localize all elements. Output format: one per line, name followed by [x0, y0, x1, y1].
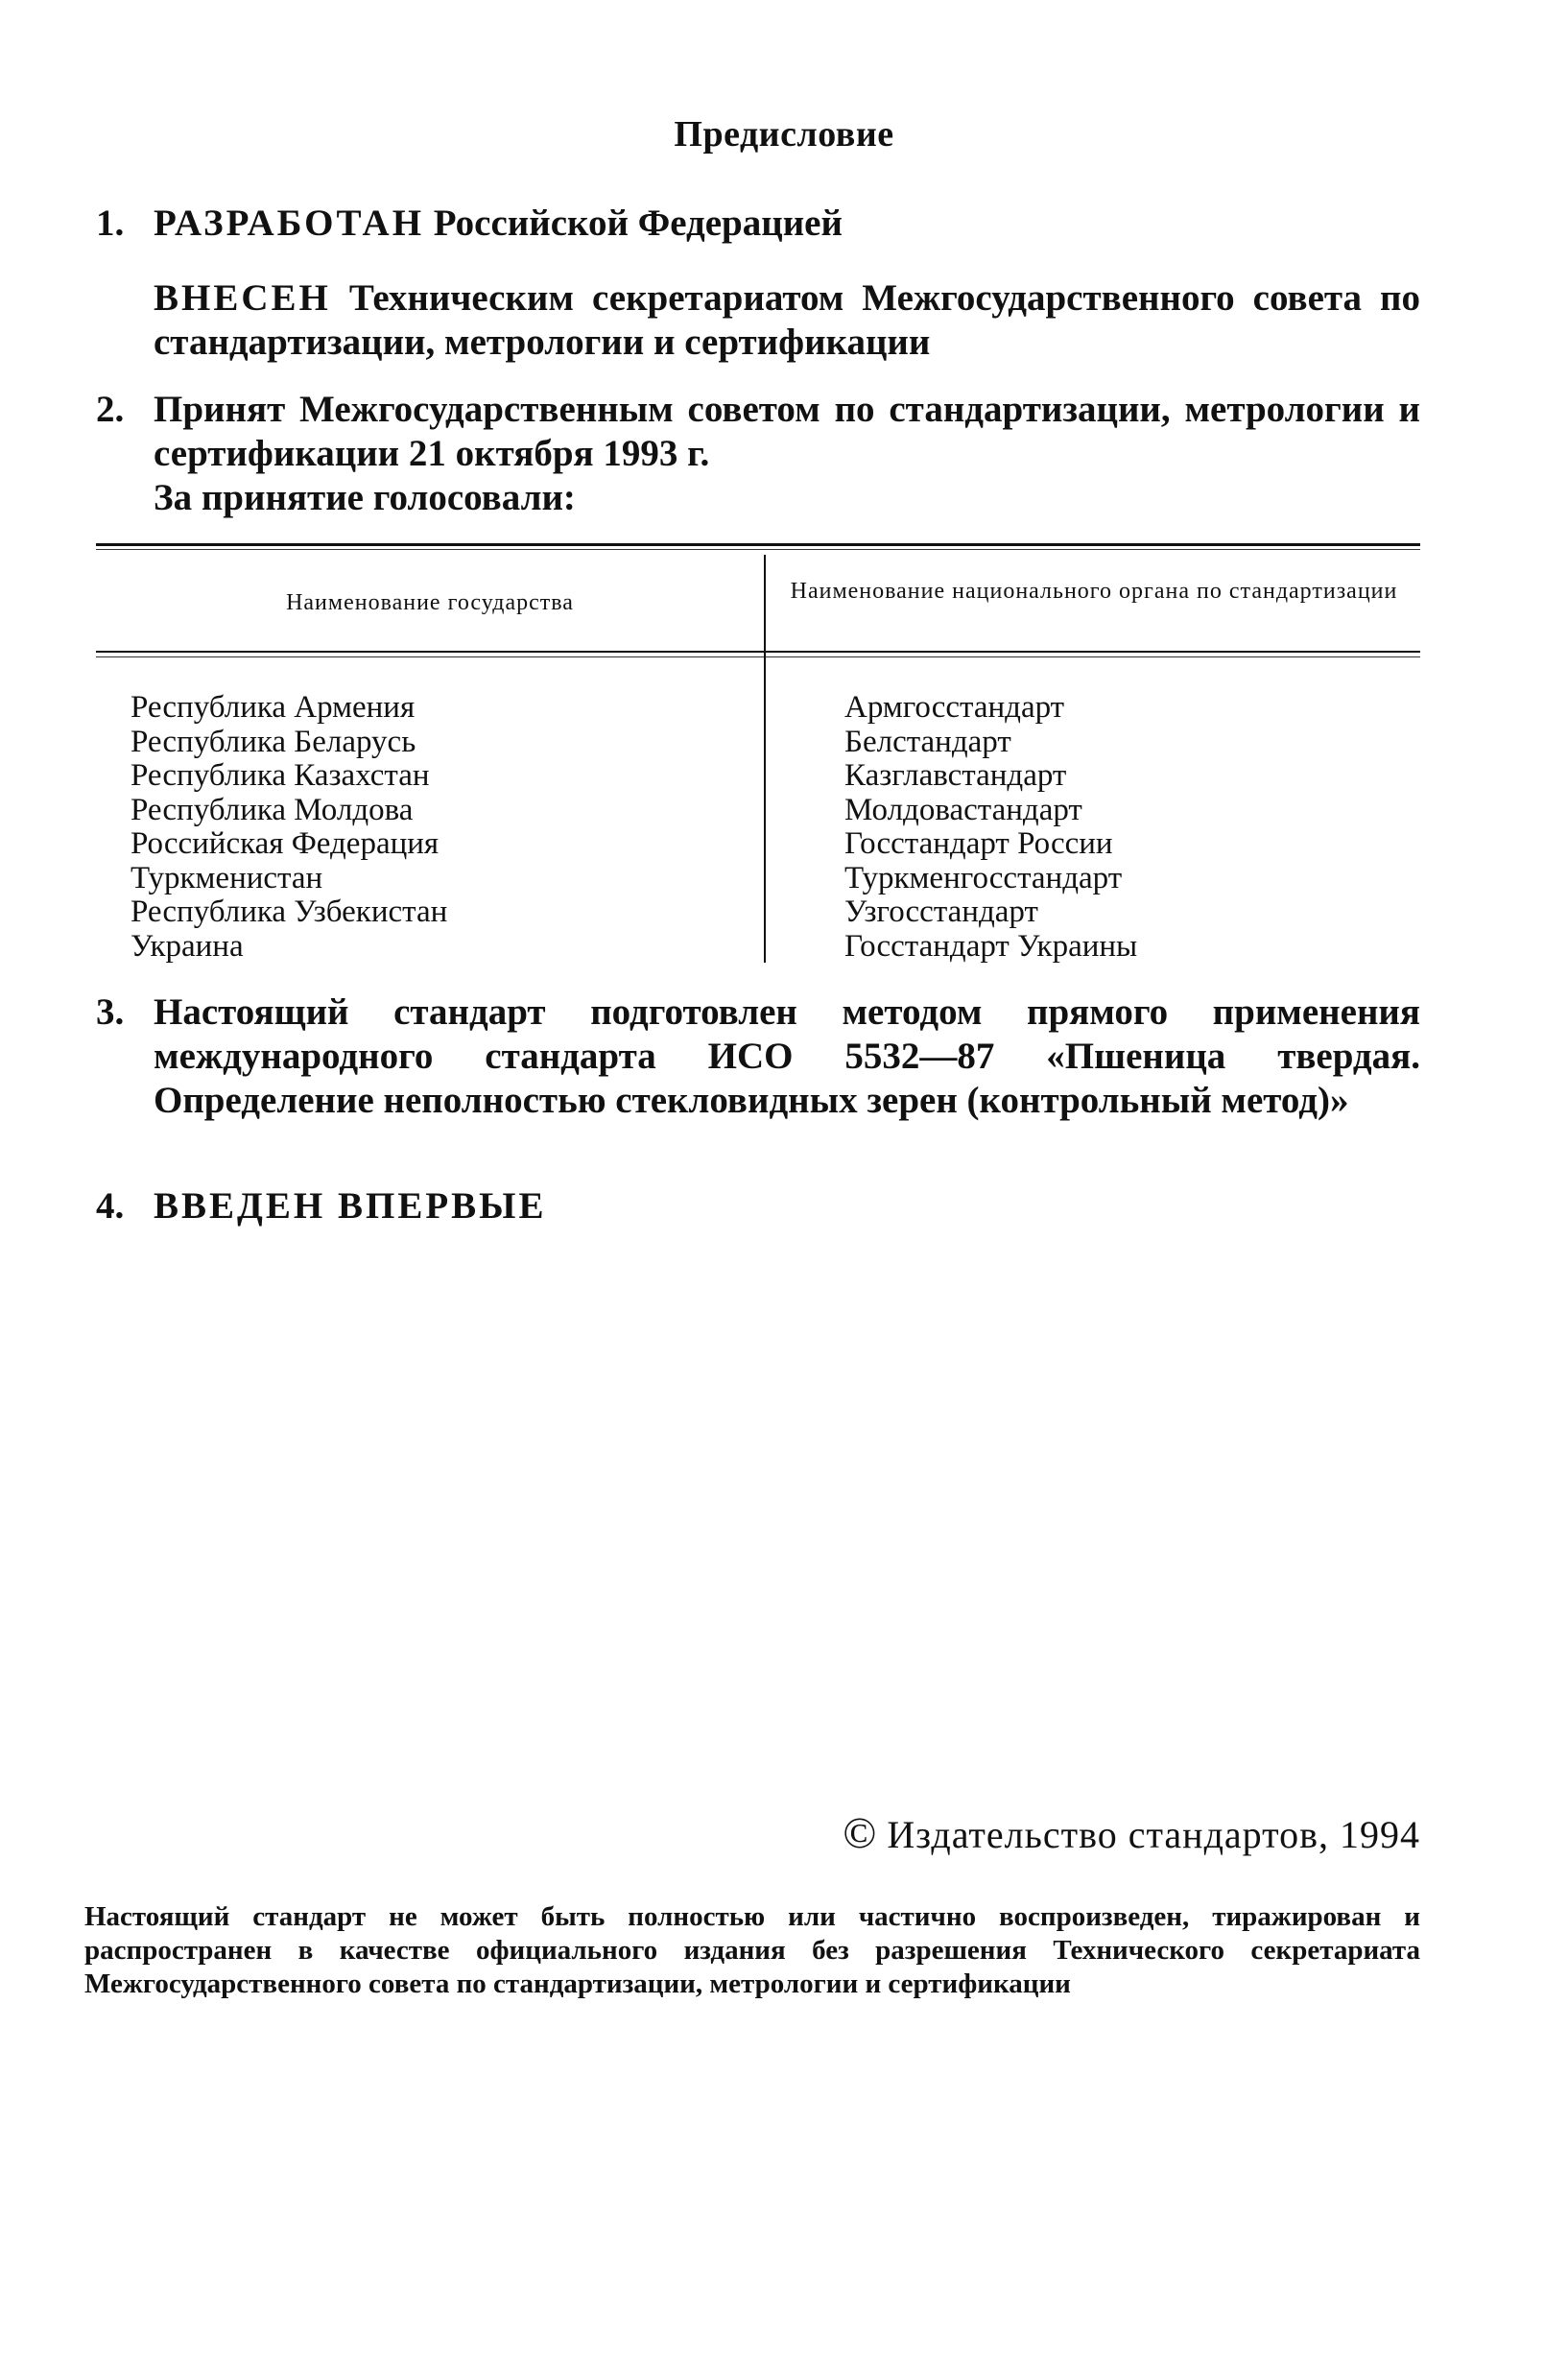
section-2 — [96, 388, 1420, 520]
section-3-text: Настоящий стандарт подготовлен методом прямого применения международного стандарта ИСО 5532—87 «Пшеница твердая. Определение неполностью стекловидных зерен (контрольный метод)» — [154, 991, 1420, 1121]
section-4 — [96, 1184, 1420, 1229]
section-4-number: 4. — [96, 1185, 125, 1227]
table-cell-state: Туркменистан — [131, 860, 323, 895]
section-3-number: 3. — [96, 991, 125, 1033]
body-list — [844, 691, 1137, 964]
section-3 — [96, 990, 1420, 1123]
reproduction-notice — [84, 1900, 1420, 2001]
table-cell-state: Республика Беларусь — [131, 724, 416, 759]
page-title: Предисловие — [674, 114, 894, 155]
table-cell-body: Госстандарт России — [844, 826, 1113, 861]
table-top-rule-thin — [96, 549, 1420, 550]
section-2-text: Принят Межгосударственным советом по стандартизации, метрологии и сертификации 21 октября 1993 г. — [154, 389, 1420, 474]
table-cell-body: Армгосстандарт — [844, 690, 1065, 725]
table-column-divider — [764, 555, 766, 963]
section-1-submitted-text: Техническим секретариатом Межгосударственного совета по стандартизации, метрологии и сертификации — [154, 277, 1420, 363]
table-cell-body: Госстандарт Украины — [844, 928, 1138, 964]
section-1-submitted-lead: ВНЕСЕН — [154, 277, 331, 319]
table-cell-body: Белстандарт — [844, 724, 1011, 759]
section-1-number: 1. — [96, 203, 125, 244]
section-2-voted: За принятие голосовали: — [154, 477, 576, 518]
table-cell-body: Молдовастандарт — [844, 792, 1082, 827]
table-cell-state: Республика Узбекистан — [131, 895, 448, 929]
table-cell-state: Российская Федерация — [131, 826, 440, 861]
section-1-text: Российской Федерацией — [433, 203, 843, 244]
section-4-text: ВВЕДЕН ВПЕРВЫЕ — [154, 1185, 547, 1227]
section-1-submitted — [154, 276, 1420, 365]
copyright-line — [672, 1807, 1420, 1858]
table-cell-state: Республика Молдова — [131, 792, 414, 827]
table-cell-body: Казглавстандарт — [844, 758, 1067, 793]
reproduction-notice-text: Настоящий стандарт не может быть полностью или частично воспроизведен, тиражирован и распространен в качестве официального издания без разрешения Технического секретариата Межгосударственного совета по стандартизации, метрологии и сертификации — [84, 1901, 1420, 1999]
table-header-body: Наименование национального органа по стандартизации — [790, 579, 1398, 604]
table-cell-state: Республика Казахстан — [131, 758, 430, 793]
table-header-state: Наименование государства — [286, 590, 574, 615]
copyright-icon: © — [843, 1808, 878, 1857]
section-2-number: 2. — [96, 389, 125, 430]
section-1-lead: РАЗРАБОТАН — [154, 203, 425, 244]
table-header-rule — [96, 651, 1420, 653]
table-header-rule-thin — [96, 656, 1420, 657]
table-cell-state: Республика Армения — [131, 690, 416, 725]
voting-table — [96, 543, 1420, 966]
copyright-text: Издательство стандартов, 1994 — [887, 1813, 1420, 1856]
table-cell-state: Украина — [131, 928, 244, 964]
state-list — [131, 691, 447, 964]
section-1 — [96, 202, 1420, 246]
table-cell-body: Туркменгосстандарт — [844, 860, 1123, 895]
table-cell-body: Узгосстандарт — [844, 895, 1038, 929]
table-top-rule — [96, 543, 1420, 546]
